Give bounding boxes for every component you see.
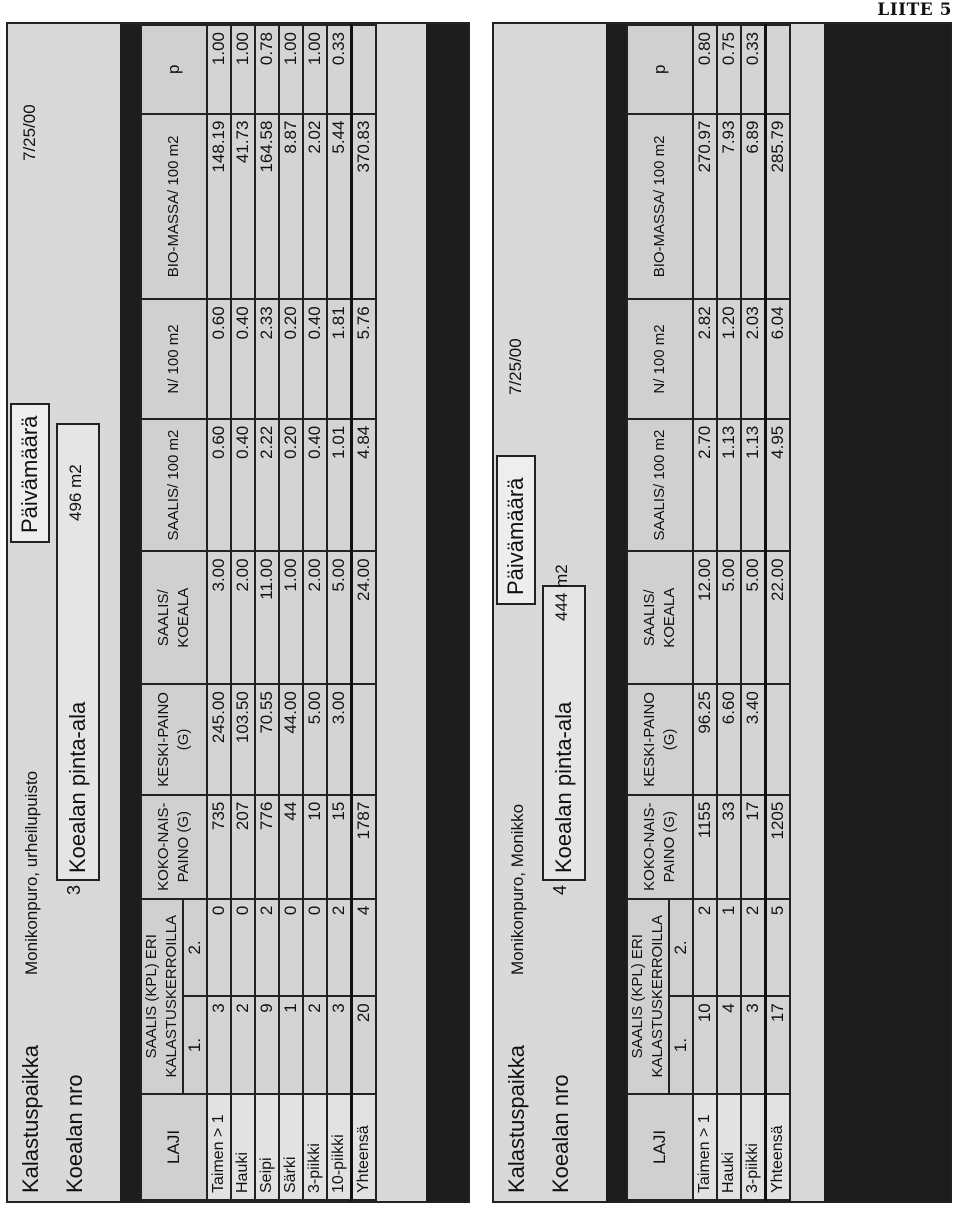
cell-sk: 22.00	[766, 551, 791, 684]
nro-value: 3	[64, 885, 84, 896]
cell-kokp: 776	[255, 795, 279, 899]
cell-kokp: 735	[207, 795, 231, 899]
cell-k1: 9	[255, 996, 279, 1094]
cell-bio: 5.44	[327, 114, 352, 300]
cell-k1: 2	[303, 996, 327, 1094]
col-biomassa: BIO-MASSA/ 100 m2	[141, 114, 207, 300]
col-laji: LAJI	[141, 1094, 207, 1200]
place-row	[494, 24, 540, 1201]
col-n-100: N/ 100 m2	[141, 299, 207, 418]
cell-k1: 10	[693, 996, 717, 1094]
cell-sk: 12.00	[693, 551, 717, 684]
table-row	[327, 25, 352, 1200]
cell-p: 1.00	[303, 25, 327, 114]
table-row	[207, 25, 231, 1200]
nro-value: 4	[550, 885, 570, 896]
cell-laji: Hauki	[231, 1094, 255, 1200]
cell-s100: 0.60	[207, 419, 231, 552]
cell-k1: 3	[327, 996, 352, 1094]
cell-k2: 0	[207, 899, 231, 997]
cell-p: 0.33	[741, 25, 766, 114]
cell-kokp: 10	[303, 795, 327, 899]
cell-s100: 2.70	[693, 419, 717, 552]
cell-bio: 6.89	[741, 114, 766, 300]
date-label: Päivämäärä	[496, 455, 536, 605]
cell-sk: 3.00	[207, 551, 231, 684]
cell-keskp: 70.55	[255, 684, 279, 795]
col-saalis-group: SAALIS (KPL) ERI KALASTUSKERROILLA	[627, 899, 669, 1094]
cell-keskp: 96.25	[693, 684, 717, 795]
place-value: Monikonpuro, urheilupuisto	[22, 770, 41, 975]
date-label: Päivämäärä	[10, 403, 50, 543]
cell-s100: 1.13	[741, 419, 766, 552]
cell-bio: 148.19	[207, 114, 231, 300]
col-biomassa: BIO-MASSA/ 100 m2	[627, 114, 693, 300]
area-label: Koealan pinta-ala	[542, 585, 586, 881]
cell-k1: 4	[717, 996, 741, 1094]
col-saalis-group: SAALIS (KPL) ERI KALASTUSKERROILLA	[141, 899, 183, 1094]
table-row	[231, 25, 255, 1200]
cell-laji: 3-piikki	[741, 1094, 766, 1200]
cell-n100: 2.03	[741, 299, 766, 418]
cell-k2: 5	[766, 899, 791, 997]
table-row	[717, 25, 741, 1200]
catch-table	[140, 24, 377, 1201]
cell-k2: 2	[693, 899, 717, 997]
cell-p: 1.00	[231, 25, 255, 114]
cell-k2: 4	[352, 899, 377, 997]
col-n-100: N/ 100 m2	[627, 299, 693, 418]
cell-laji: Taimen > 1	[207, 1094, 231, 1200]
nro-row	[542, 24, 586, 1201]
cell-k1: 17	[766, 996, 791, 1094]
cell-p	[766, 25, 791, 114]
area-label: Koealan pinta-ala	[56, 423, 100, 881]
bottom-band	[824, 24, 950, 1201]
col-saalis-100: SAALIS/ 100 m2	[627, 419, 693, 552]
cell-laji: Särki	[279, 1094, 303, 1200]
cell-k1: 1	[279, 996, 303, 1094]
nro-row	[56, 24, 100, 1201]
cell-sk: 2.00	[303, 551, 327, 684]
cell-n100: 1.81	[327, 299, 352, 418]
cell-kokp: 17	[741, 795, 766, 899]
bottom-band	[426, 24, 468, 1201]
col-p: p	[141, 25, 207, 114]
sheet-koeala-4	[492, 22, 952, 1203]
cell-k1: 3	[207, 996, 231, 1094]
cell-n100: 0.40	[303, 299, 327, 418]
cell-kokp: 1205	[766, 795, 791, 899]
cell-k1: 20	[352, 996, 377, 1094]
sheet-rotated-canvas	[494, 24, 950, 1201]
cell-k2: 0	[231, 899, 255, 997]
cell-k2: 2	[741, 899, 766, 997]
cell-keskp	[352, 684, 377, 795]
cell-sk: 5.00	[717, 551, 741, 684]
cell-n100: 2.82	[693, 299, 717, 418]
cell-sk: 2.00	[231, 551, 255, 684]
cell-keskp: 44.00	[279, 684, 303, 795]
cell-keskp: 103.50	[231, 684, 255, 795]
cell-k2: 2	[327, 899, 352, 997]
divider-band	[120, 24, 140, 1201]
cell-bio: 164.58	[255, 114, 279, 300]
cell-k2: 0	[279, 899, 303, 997]
cell-p: 1.00	[207, 25, 231, 114]
cell-p: 0.78	[255, 25, 279, 114]
cell-keskp: 3.00	[327, 684, 352, 795]
cell-p: 1.00	[279, 25, 303, 114]
cell-s100: 1.01	[327, 419, 352, 552]
cell-kokp: 44	[279, 795, 303, 899]
table-row	[279, 25, 303, 1200]
cell-sk: 1.00	[279, 551, 303, 684]
cell-laji: Seipi	[255, 1094, 279, 1200]
cell-keskp: 3.40	[741, 684, 766, 795]
table-row	[766, 25, 791, 1200]
date-value: 7/25/00	[20, 104, 39, 161]
col-laji: LAJI	[627, 1094, 693, 1200]
cell-p: 0.75	[717, 25, 741, 114]
cell-laji: 3-piikki	[303, 1094, 327, 1200]
nro-label: Koealan nro	[548, 1074, 573, 1193]
cell-kokp: 207	[231, 795, 255, 899]
nro-label: Koealan nro	[62, 1074, 87, 1193]
place-label: Kalastuspaikka	[504, 1045, 529, 1193]
cell-sk: 11.00	[255, 551, 279, 684]
cell-s100: 0.40	[303, 419, 327, 552]
cell-n100: 1.20	[717, 299, 741, 418]
col-saalis-koeala: SAALIS/ KOEALA	[627, 551, 693, 684]
cell-bio: 7.93	[717, 114, 741, 300]
cell-k2: 0	[303, 899, 327, 997]
cell-keskp: 6.60	[717, 684, 741, 795]
cell-laji: Yhteensä	[352, 1094, 377, 1200]
col-saalis-koeala: SAALIS/ KOEALA	[141, 551, 207, 684]
cell-k1: 2	[231, 996, 255, 1094]
attachment-label: LIITE 5	[877, 0, 952, 20]
cell-k1: 3	[741, 996, 766, 1094]
col-p: p	[627, 25, 693, 114]
table-row	[741, 25, 766, 1200]
sheet-rotated-canvas	[8, 24, 468, 1201]
col-kokonaispaino: KOKO-NAIS-PAINO (G)	[627, 795, 693, 899]
table-row	[693, 25, 717, 1200]
col-kerta-1: 1.	[183, 996, 207, 1094]
cell-laji: Yhteensä	[766, 1094, 791, 1200]
col-kerta-2: 2.	[669, 899, 693, 997]
cell-k2: 1	[717, 899, 741, 997]
cell-laji: Hauki	[717, 1094, 741, 1200]
sheet-koeala-3	[6, 22, 470, 1203]
cell-bio: 41.73	[231, 114, 255, 300]
cell-n100: 6.04	[766, 299, 791, 418]
cell-p	[352, 25, 377, 114]
col-kerta-1: 1.	[669, 996, 693, 1094]
cell-s100: 1.13	[717, 419, 741, 552]
cell-kokp: 1155	[693, 795, 717, 899]
cell-laji: 10-piikki	[327, 1094, 352, 1200]
cell-sk: 5.00	[327, 551, 352, 684]
cell-n100: 5.76	[352, 299, 377, 418]
cell-sk: 5.00	[741, 551, 766, 684]
date-value: 7/25/00	[506, 338, 525, 395]
table-row	[352, 25, 377, 1200]
col-keskipaino: KESKI-PAINO (G)	[141, 684, 207, 795]
place-label: Kalastuspaikka	[18, 1045, 43, 1193]
cell-n100: 0.20	[279, 299, 303, 418]
table-row	[255, 25, 279, 1200]
cell-kokp: 33	[717, 795, 741, 899]
col-saalis-100: SAALIS/ 100 m2	[141, 419, 207, 552]
cell-k2: 2	[255, 899, 279, 997]
cell-kokp: 1787	[352, 795, 377, 899]
cell-sk: 24.00	[352, 551, 377, 684]
cell-p: 0.33	[327, 25, 352, 114]
cell-p: 0.80	[693, 25, 717, 114]
col-kerta-2: 2.	[183, 899, 207, 997]
cell-bio: 270.97	[693, 114, 717, 300]
cell-s100: 4.95	[766, 419, 791, 552]
col-keskipaino: KESKI-PAINO (G)	[627, 684, 693, 795]
catch-table	[626, 24, 791, 1201]
cell-s100: 4.84	[352, 419, 377, 552]
cell-bio: 2.02	[303, 114, 327, 300]
cell-keskp	[766, 684, 791, 795]
place-row	[8, 24, 54, 1201]
cell-keskp: 5.00	[303, 684, 327, 795]
cell-keskp: 245.00	[207, 684, 231, 795]
cell-n100: 0.60	[207, 299, 231, 418]
cell-bio: 285.79	[766, 114, 791, 300]
cell-kokp: 15	[327, 795, 352, 899]
cell-bio: 370.83	[352, 114, 377, 300]
divider-band	[606, 24, 626, 1201]
cell-bio: 8.87	[279, 114, 303, 300]
place-value: Monikonpuro, Monikko	[508, 803, 527, 975]
table-row	[303, 25, 327, 1200]
area-value: 444 m2	[552, 564, 571, 621]
area-value: 496 m2	[66, 464, 85, 521]
col-kokonaispaino: KOKO-NAIS-PAINO (G)	[141, 795, 207, 899]
cell-n100: 0.40	[231, 299, 255, 418]
cell-n100: 2.33	[255, 299, 279, 418]
cell-s100: 2.22	[255, 419, 279, 552]
cell-s100: 0.40	[231, 419, 255, 552]
cell-s100: 0.20	[279, 419, 303, 552]
cell-laji: Taimen > 1	[693, 1094, 717, 1200]
